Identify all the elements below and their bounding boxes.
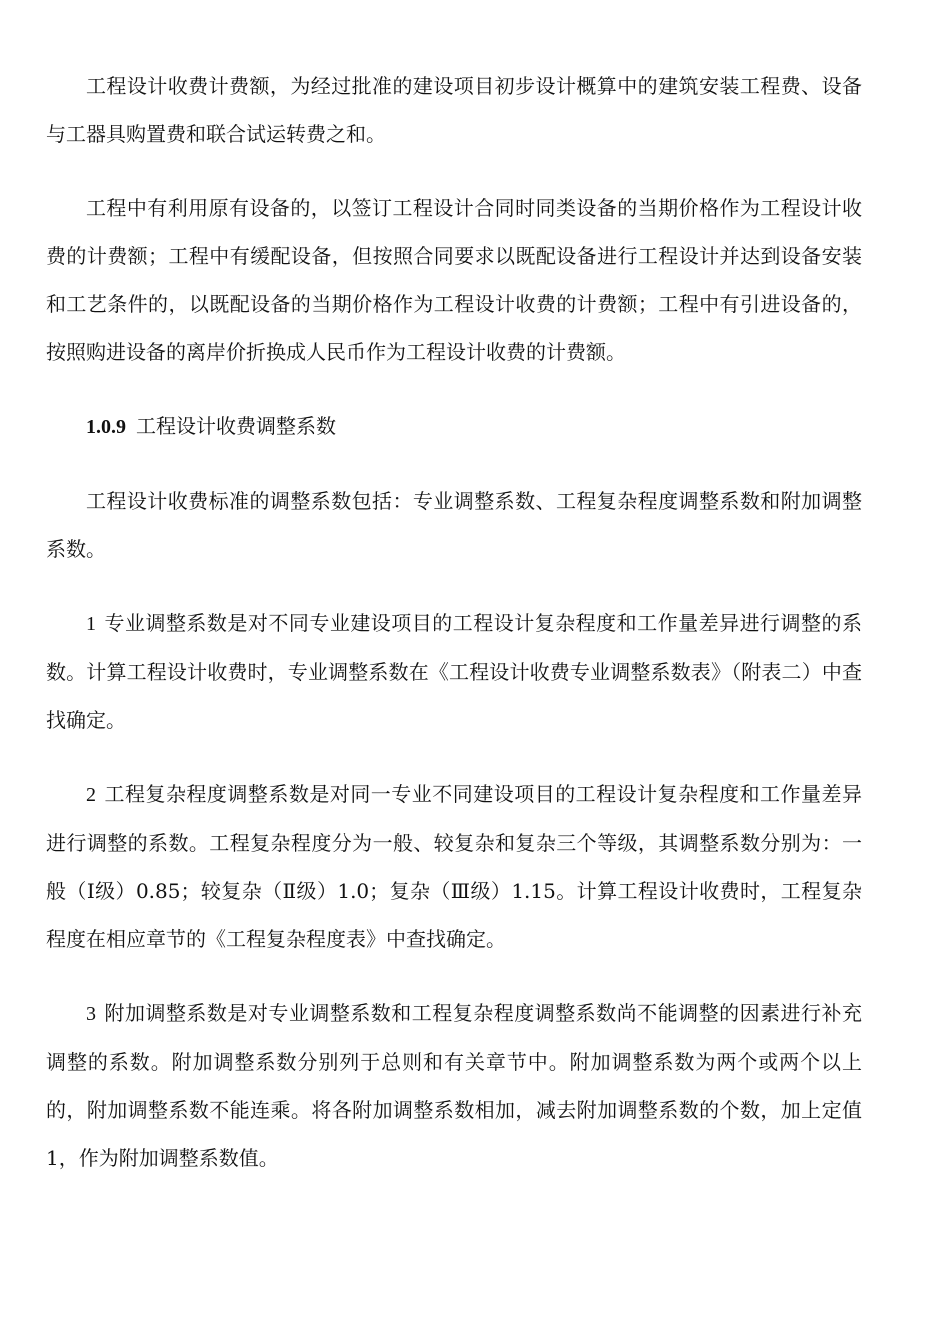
list-item-text: 附加调整系数是对专业调整系数和工程复杂程度调整系数尚不能调整的因素进行补充调整的系数。附加调整系数分别列于总则和有关章节中。附加调整系数为两个或两个以上的，附加调整系数不能连乘。将各附加调整系数相加，减去附加调整系数的个数，加上定值 1，作为附加调整系数值。 [46, 1001, 862, 1170]
list-item [46, 989, 862, 1182]
paragraph-fee-base: 工程设计收费计费额，为经过批准的建设项目初步设计概算中的建筑安装工程费、设备与工器具购置费和联合试运转费之和。 [46, 74, 862, 146]
section-title: 工程设计收费调整系数 [136, 414, 336, 438]
list-item-number: 3 [86, 1003, 96, 1025]
list-item [46, 599, 862, 744]
section-heading [46, 402, 862, 451]
section-number: 1.0.9 [86, 416, 126, 438]
paragraph-equipment-fee: 工程中有利用原有设备的，以签订工程设计合同时同类设备的当期价格作为工程设计收费的计费额；工程中有缓配设备，但按照合同要求以既配设备进行工程设计并达到设备安装和工艺条件的，以既配设备的当期价格作为工程设计收费的计费额；工程中有引进设备的，按照购进设备的离岸价折换成人民币作为工程设计收费的计费额。 [46, 196, 862, 364]
list-item-text: 专业调整系数是对不同专业建设项目的工程设计复杂程度和工作量差异进行调整的系数。计算工程设计收费时，专业调整系数在《工程设计收费专业调整系数表》（附表二）中查找确定。 [46, 611, 862, 732]
document-body [46, 62, 862, 1208]
list-item-number: 1 [86, 613, 96, 635]
list-item [46, 770, 862, 963]
list-item-number: 2 [86, 784, 96, 806]
paragraph-coefficient-intro: 工程设计收费标准的调整系数包括：专业调整系数、工程复杂程度调整系数和附加调整系数。 [46, 489, 862, 561]
list-item-text: 工程复杂程度调整系数是对同一专业不同建设项目的工程设计复杂程度和工作量差异进行调整的系数。工程复杂程度分为一般、较复杂和复杂三个等级，其调整系数分别为：一般（Ⅰ级）0.85；较复杂（Ⅱ级）1.0；复杂（Ⅲ级）1.15。计算工程设计收费时，工程复杂程度在相应章节的《工程复杂程度表》中查找确定。 [46, 782, 862, 951]
